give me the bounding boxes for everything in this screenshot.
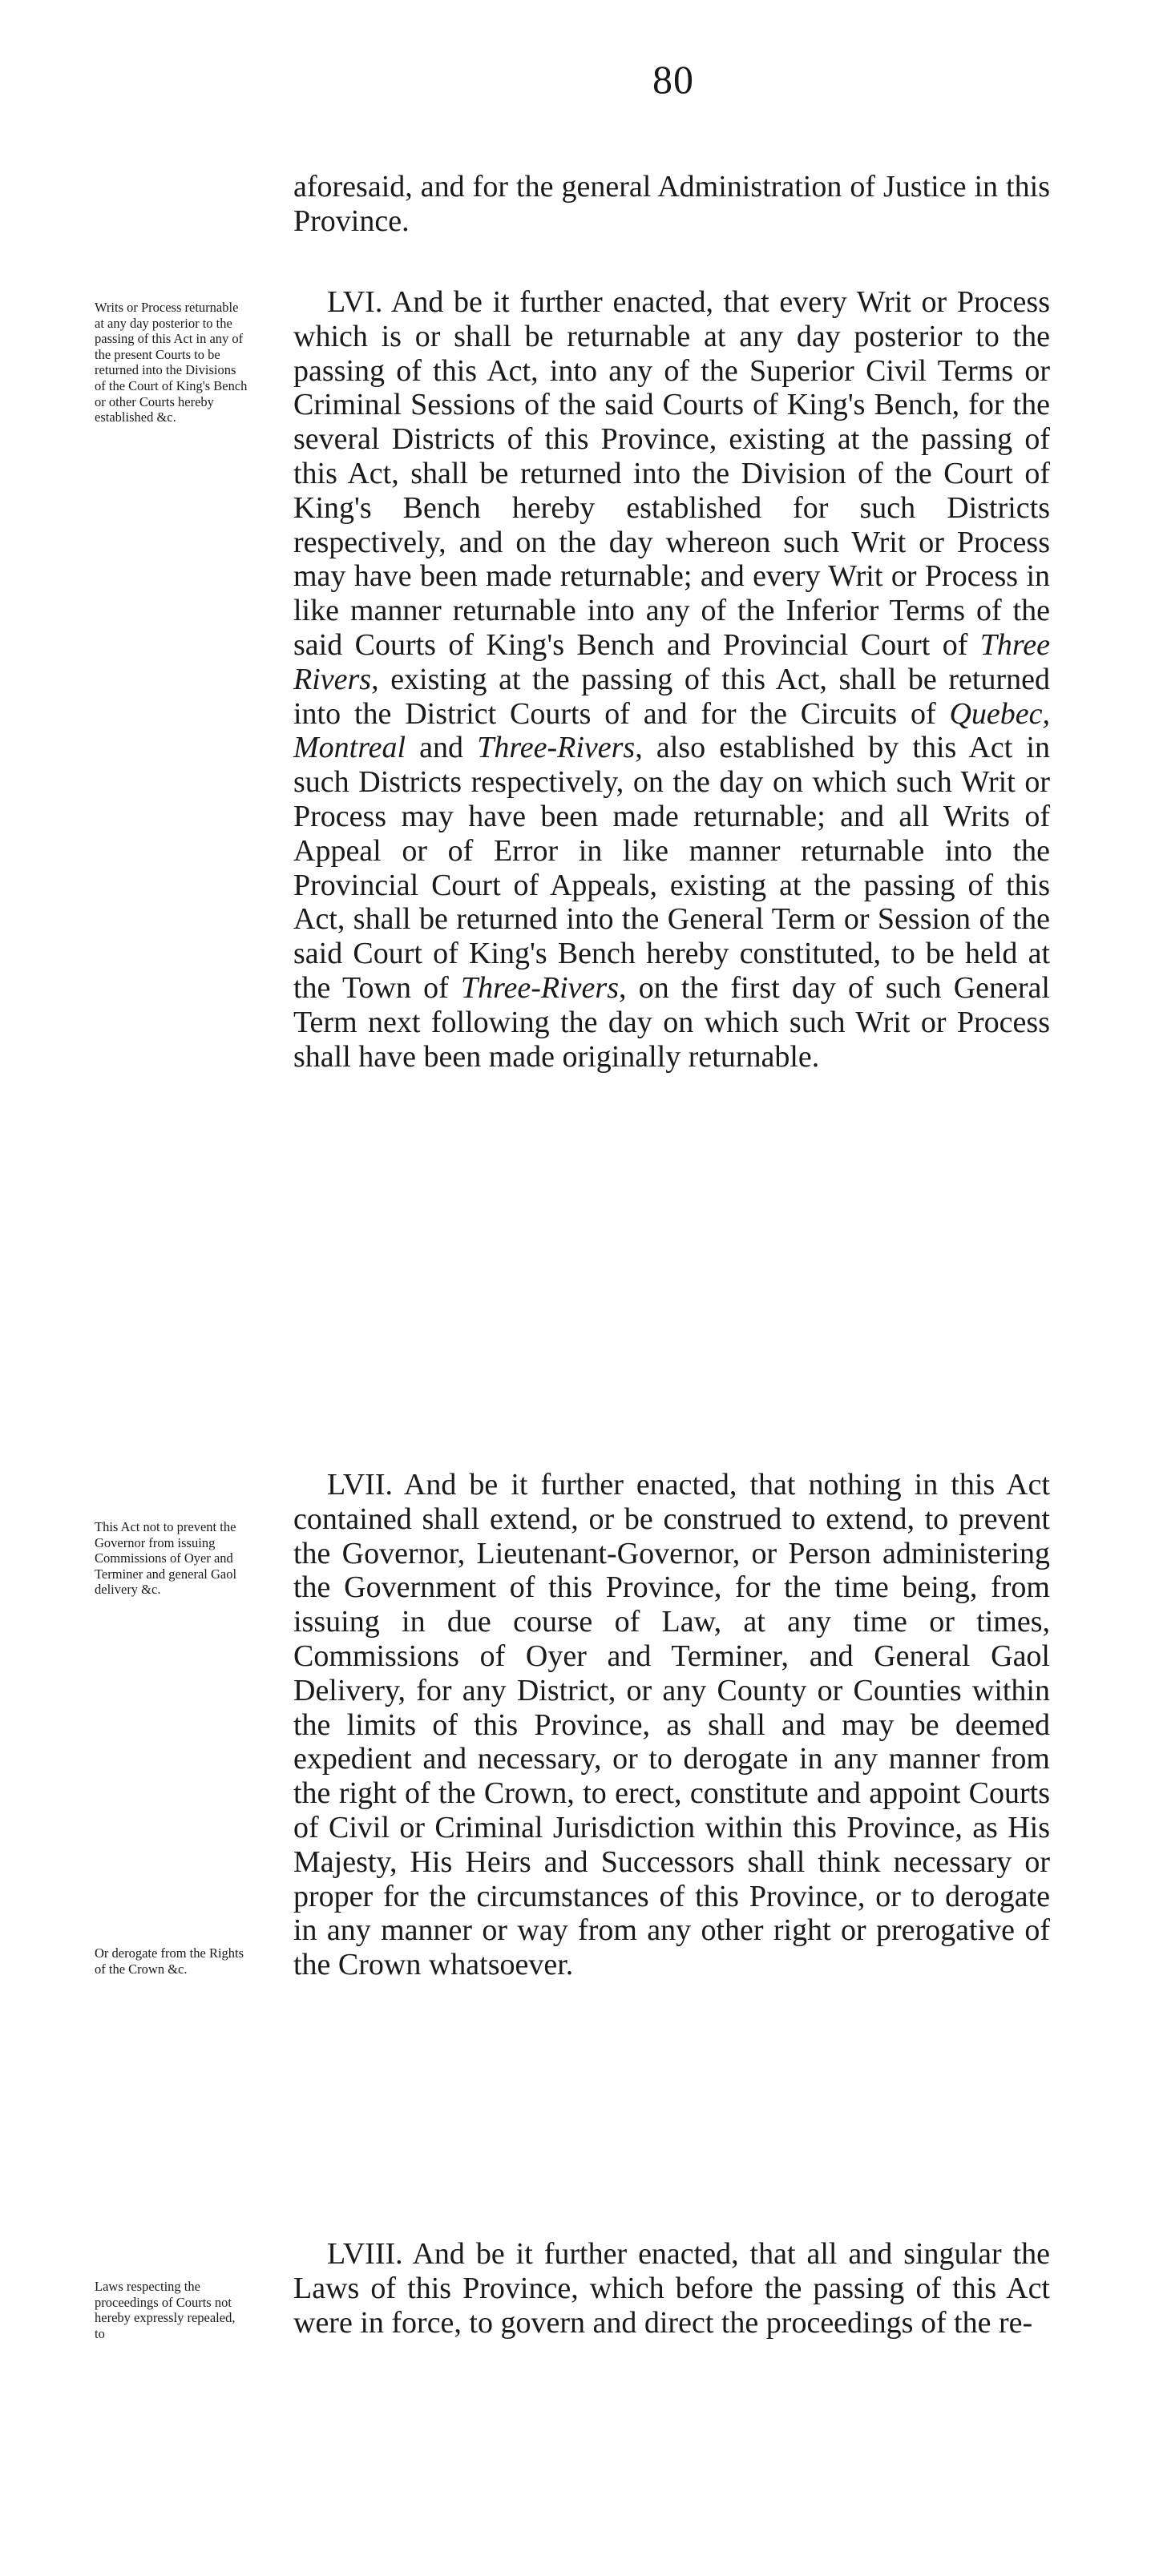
italic-text-segment: Three Rivers	[293, 627, 1050, 696]
text-segment: LVI. And be it further enacted, that every Writ or Process which is or shall be returnable at any day posterior to the passing of this Act, into any of the Superior Civil Terms or Criminal Sessions of the said Courts of King's Bench, for the several Districts of this Province, existing at the passing of this Act, shall be returned into the Division of the Court of King's Bench hereby established for such Districts respectively, and on the day whereon such Writ or Process may have been made returnable; and every Writ or Process in like manner returnable into any of the Inferior Terms of the said Courts of King's Bench and Provincial Court of	[293, 285, 1050, 662]
page-number: 80	[652, 57, 694, 102]
italic-text-segment: Three-Rivers	[461, 970, 619, 1005]
text-segment: , existing at the passing of this Act, shall be returned into the District Courts of and for the Circuits of	[293, 662, 1050, 731]
marginal-note-commissions: This Act not to prevent the Governor from issuing Commissions of Oyer and Terminer and general Gaol delivery &c.	[95, 1519, 237, 1598]
paragraph-carryover	[293, 170, 1050, 239]
text-segment: , on the first day of such General Term next following the day on which such Writ or Process shall have been made originally returnable.	[293, 970, 1050, 1074]
text-segment: and	[406, 731, 478, 765]
text-segment: , also established by this Act in such Districts respectively, on the day on which such Writ or Process may have been made returnable; and all Writs of Appeal or of Error in like manner returnable into the Provincial Court of Appeals, existing at the passing of this Act, shall be returned into the General Term or Session of the said Court of King's Bench hereby constituted, to be held at the Town of	[293, 731, 1050, 1005]
italic-text-segment: Quebec, Montreal	[293, 696, 1050, 765]
paragraph-section-lviii	[293, 2237, 1050, 2340]
paragraph-section-lvii	[293, 1468, 1050, 1982]
marginal-note-writs: Writs or Process returnable at any day posterior to the passing of this Act in any of the present Courts to be returned into the Divisions of the Court of King's Bench or other Courts hereby established &c.	[95, 300, 248, 425]
marginal-note-laws: Laws respecting the proceedings of Courts not hereby expressly repealed, to	[95, 2279, 236, 2341]
text-segment: aforesaid, and for the general Administration of Justice in this Province.	[293, 170, 1050, 238]
marginal-note-derogate: Or derogate from the Rights of the Crown &c.	[95, 1945, 244, 1977]
text-segment: LVII. And be it further enacted, that nothing in this Act contained shall extend, or be construed to extend, to prevent the Governor, Lieutenant-Governor, or Person administering the Government of this Province, for the time being, from issuing in due course of Law, at any time or times, Commissions of Oyer and Terminer, and General Gaol Delivery, for any District, or any County or Counties within the limits of this Province, as shall and may be deemed expedient and necessary, or to derogate in any manner from the right of the Crown, to erect, constitute and appoint Courts of Civil or Criminal Jurisdiction within this Province, as His Majesty, His Heirs and Successors shall think necessary or proper for the circumstances of this Province, or to derogate in any manner or way from any other right or prerogative of the Crown whatsoever.	[293, 1468, 1050, 1982]
text-segment: LVIII. And be it further enacted, that all and singular the Laws of this Province, which before the passing of this Act were in force, to govern and direct the proceedings of the re-	[293, 2237, 1050, 2340]
paragraph-section-lvi	[293, 285, 1050, 1074]
italic-text-segment: Three-Rivers	[477, 731, 636, 765]
